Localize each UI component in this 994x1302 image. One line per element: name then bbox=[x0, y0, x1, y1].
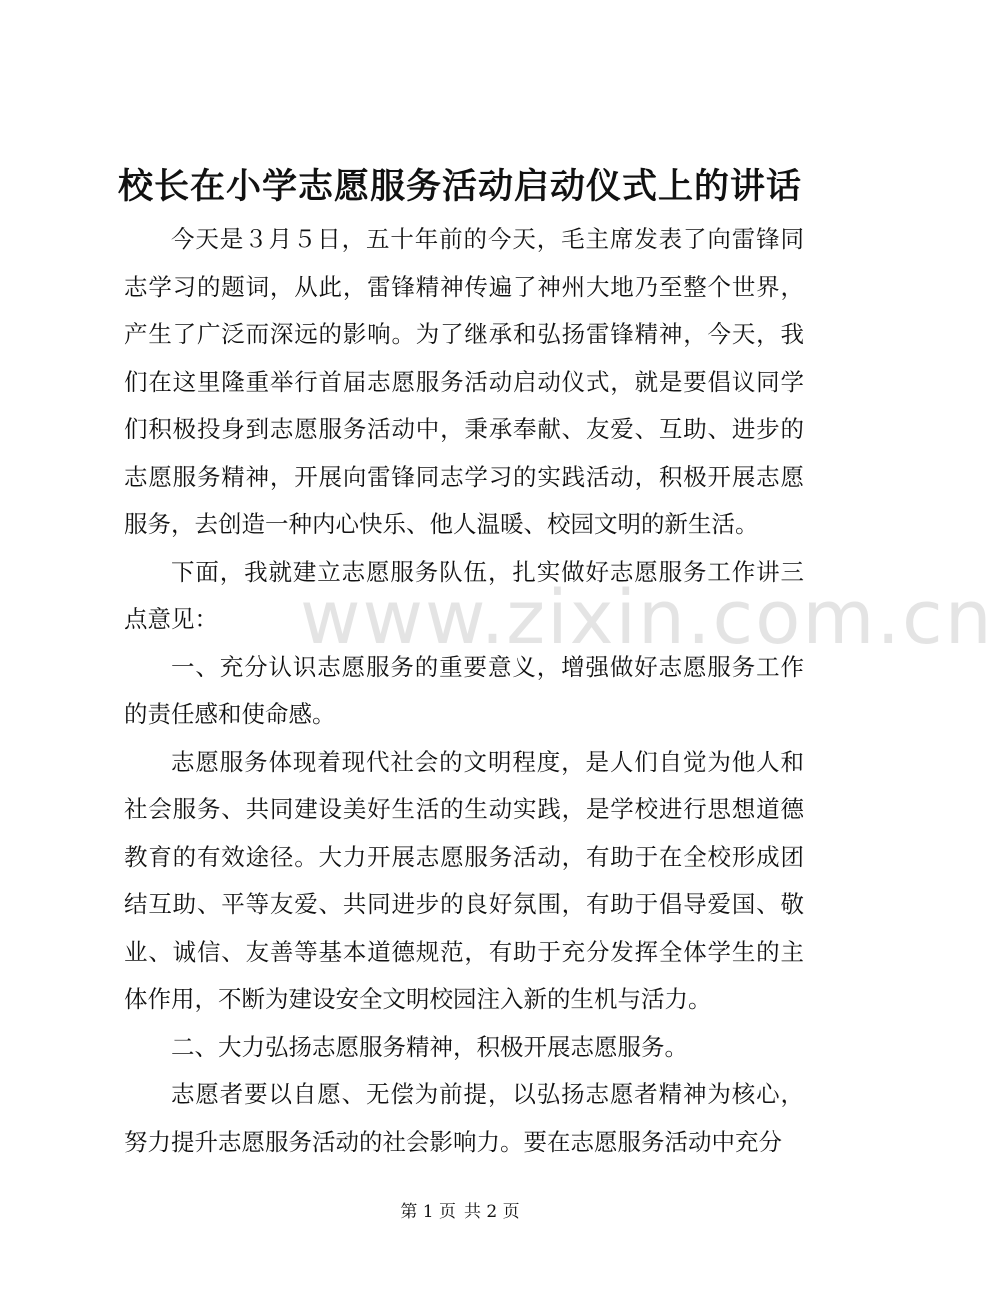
paragraph-5: 二、大力弘扬志愿服务精神，积极开展志愿服务。 bbox=[171, 1032, 688, 1061]
paragraph-2: 下面，我就建立志愿服务队伍，扎实做好志愿服务工作讲三点意见： bbox=[124, 557, 804, 633]
paragraph-1: 今天是３月５日，五十年前的今天，毛主席发表了向雷锋同志学习的题词，从此，雷锋精神传遍了神州大地乃至整个世界，产生了广泛而深远的影响。为了继承和弘扬雷锋精神，今天，我们在这里隆重举行首届志愿服务活动启动仪式，就是要倡议同学们积极投身到志愿服务活动中，秉承奉献、友爱、互助、进步的志愿服务精神，开展向雷锋同志学习的实践活动，积极开展志愿服务，去创造一种内心快乐、他人温暖、校园文明的新生活。 bbox=[124, 225, 804, 538]
paragraph-3: 一、充分认识志愿服务的重要意义，增强做好志愿服务工作的责任感和使命感。 bbox=[124, 652, 804, 728]
document-body bbox=[124, 216, 804, 1166]
watermark: www.zixin.com.cn bbox=[300, 575, 994, 661]
page-number: 第 1 页 bbox=[400, 1202, 456, 1222]
page-footer bbox=[0, 1200, 920, 1224]
document-title: 校长在小学志愿服务活动启动仪式上的讲话 bbox=[117, 166, 802, 207]
page-total: 共 2 页 bbox=[464, 1202, 520, 1222]
paragraph-6: 志愿者要以自愿、无偿为前提，以弘扬志愿者精神为核心，努力提升志愿服务活动的社会影响力。要在志愿服务活动中充分 bbox=[124, 1080, 804, 1156]
paragraph-4: 志愿服务体现着现代社会的文明程度，是人们自觉为他人和社会服务、共同建设美好生活的生动实践，是学校进行思想道德教育的有效途径。大力开展志愿服务活动，有助于在全校形成团结互助、平等友爱、共同进步的良好氛围，有助于倡导爱国、敬业、诚信、友善等基本道德规范，有助于充分发挥全体学生的主体作用，不断为建设安全文明校园注入新的生机与活力。 bbox=[124, 747, 804, 1013]
